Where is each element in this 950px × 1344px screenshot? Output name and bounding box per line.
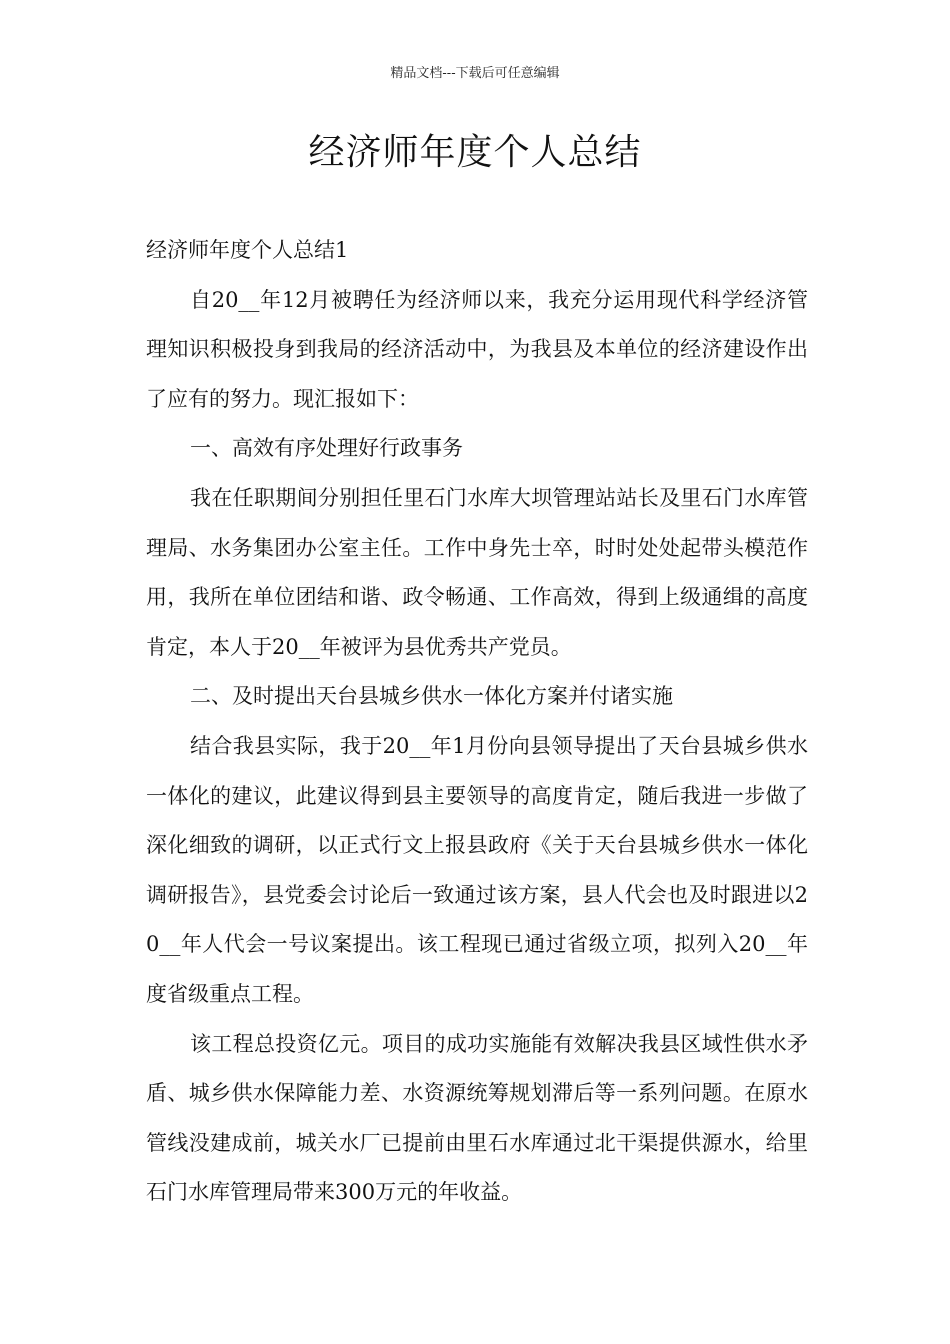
document-title: 经济师年度个人总结 [308,132,642,173]
paragraph-water-supply: 结合我县实际，我于20__年1月份向县领导提出了天台县城乡供水一体化的建议，此建议得到县主要领导的高度肯定，随后我进一步做了深化细致的调研，以正式行文上报县政府《关于天台县城乡供水一体化调研报告》，县党委会讨论后一致通过该方案，县人代会也及时跟进以20__年人代会一号议案提出。该工程现已通过省级立项，拟列入20__年度省级重点工程。 [146,733,808,1006]
paragraph-intro: 自20__年12月被聘任为经济师以来，我充分运用现代科学经济管理知识积极投身到我局的经济活动中，为我县及本单位的经济建设作出了应有的努力。现汇报如下： [146,287,808,411]
section-heading: 经济师年度个人总结1 [146,238,349,262]
paragraph-investment: 该工程总投资亿元。项目的成功实施能有效解决我县区域性供水矛盾、城乡供水保障能力差、水资源统筹规划滞后等一系列问题。在原水管线没建成前，城关水厂已提前由里石水库通过北干渠提供源水，给里石门水库管理局带来300万元的年收益。 [146,1031,808,1205]
document-body [146,226,808,1218]
subheading-2: 二、及时提出天台县城乡供水一体化方案并付诸实施 [190,684,673,709]
subheading-1: 一、高效有序处理好行政事务 [190,436,463,461]
header-note: 精品文档---下载后可任意编辑 [390,66,560,81]
paragraph-admin: 我在任职期间分别担任里石门水库大坝管理站站长及里石门水库管理局、水务集团办公室主任。工作中身先士卒，时时处处起带头模范作用，我所在单位团结和谐、政令畅通、工作高效，得到上级通缉的高度肯定，本人于20__年被评为县优秀共产党员。 [146,485,808,659]
